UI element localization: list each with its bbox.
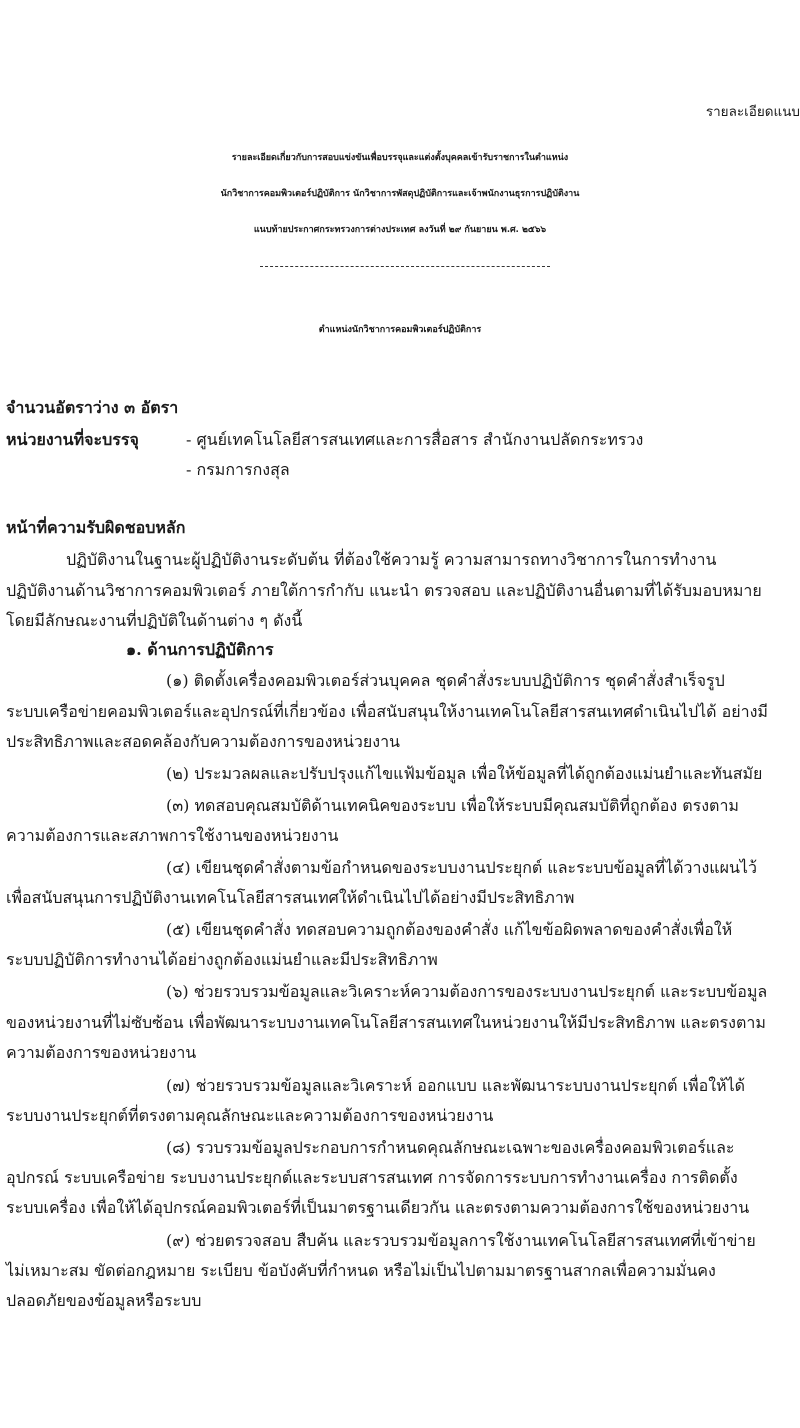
duty-line: อุปกรณ์ ระบบเครือข่าย ระบบงานประยุกต์และระบบสารสนเทศ การจัดการระบบการทำงานเครื่อง การติดตั้ง (6, 1168, 738, 1187)
duty-line: เพื่อสนับสนุนการปฏิบัติงานเทคโนโลยีสารสนเทศให้ดำเนินไปได้อย่างมีประสิทธิภาพ (6, 888, 575, 907)
duty-line: ระบบเครื่อง เพื่อให้ได้อุปกรณ์คอมพิวเตอร์ที่เป็นมาตรฐานเดียวกัน และตรงตามความต้องการใช้ของหน่วยงาน (6, 1198, 750, 1217)
position-title: ตำแหน่งนักวิชาการคอมพิวเตอร์ปฏิบัติการ (318, 325, 482, 335)
duty-line: (๓) ทดสอบคุณสมบัติด้านเทคนิคของระบบ เพื่อให้ระบบมีคุณสมบัติที่ถูกต้อง ตรงตาม (166, 796, 739, 815)
header-line-3: แนบท้ายประกาศกระทรวงการต่างประเทศ ลงวันที่ ๒๙ กันยายน พ.ศ. ๒๕๖๖ (253, 225, 547, 235)
intro-line: ปฏิบัติงานด้านวิชาการคอมพิวเตอร์ ภายใต้การกำกับ แนะนำ ตรวจสอบ และปฏิบัติงานอื่นตามที่ได้รับมอบหมาย (6, 581, 762, 600)
attachment-label: รายละเอียดแนบ (705, 104, 800, 120)
units-label: หน่วยงานที่จะบรรจุ (6, 430, 139, 449)
duty-line: (๖) ช่วยรวบรวมข้อมูลและวิเคราะห์ความต้องการของระบบงานประยุกต์ และระบบข้อมูล (166, 982, 768, 1001)
duty-line: ความต้องการของหน่วยงาน (6, 1043, 197, 1062)
header-line-2: นักวิชาการคอมพิวเตอร์ปฏิบัติการ นักวิชาการพัสดุปฏิบัติการและเจ้าพนักงานธุรการปฏิบัติงาน (220, 189, 580, 199)
duty-line: ระบบเครือข่ายคอมพิวเตอร์และอุปกรณ์ที่เกี่ยวข้อง เพื่อสนับสนุนให้งานเทคโนโลยีสารสนเทศดำเนินไปได้ อย่างมี (6, 702, 768, 721)
intro-line: โดยมีลักษณะงานที่ปฏิบัติในด้านต่าง ๆ ดังนี้ (6, 611, 303, 630)
header-line-1: รายละเอียดเกี่ยวกับการสอบแข่งขันเพื่อบรรจุและแต่งตั้งบุคคลเข้ารับราชการในตำแหน่ง (231, 153, 569, 163)
intro-line: ปฏิบัติงานในฐานะผู้ปฏิบัติงานระดับต้น ที่ต้องใช้ความรู้ ความสามารถทางวิชาการในการทำงาน (66, 550, 717, 569)
duty-line: ระบบงานประยุกต์ที่ตรงตามคุณลักษณะและความต้องการของหน่วยงาน (6, 1106, 494, 1125)
duty-line: (๔) เขียนชุดคำสั่งตามข้อกำหนดของระบบงานประยุกต์ และระบบข้อมูลที่ได้วางแผนไว้ (166, 858, 757, 877)
duty-line: ความต้องการและสภาพการใช้งานของหน่วยงาน (6, 826, 339, 845)
duty-line: ประสิทธิภาพและสอดคล้องกับความต้องการของหน่วยงาน (6, 732, 400, 751)
duty-line: ปลอดภัยของข้อมูลหรือระบบ (6, 1291, 202, 1310)
duty-line: ระบบปฏิบัติการทำงานได้อย่างถูกต้องแม่นยำและมีประสิทธิภาพ (6, 950, 438, 969)
separator-line (260, 266, 550, 267)
duty-line: ของหน่วยงานที่ไม่ซับซ้อน เพื่อพัฒนาระบบงานเทคโนโลยีสารสนเทศในหน่วยงานให้มีประสิทธิภาพ และตรงตาม (6, 1013, 766, 1032)
unit-item: - ศูนย์เทคโนโลยีสารสนเทศและการสื่อสาร สำนักงานปลัดกระทรวง (186, 430, 644, 449)
duty-line: (๒) ประมวลผลและปรับปรุงแก้ไขแฟ้มข้อมูล เพื่อให้ข้อมูลที่ได้ถูกต้องแม่นยำและทันสมัย (166, 764, 763, 783)
duty-line: (๕) เขียนชุดคำสั่ง ทดสอบความถูกต้องของคำสั่ง แก้ไขข้อผิดพลาดของคำสั่งเพื่อให้ (166, 920, 733, 939)
duty-line: (๗) ช่วยรวบรวมข้อมูลและวิเคราะห์ ออกแบบ และพัฒนาระบบงานประยุกต์ เพื่อให้ได้ (166, 1076, 746, 1095)
unit-item: - กรมการกงสุล (186, 460, 290, 479)
duty-line: (๑) ติดตั้งเครื่องคอมพิวเตอร์ส่วนบุคคล ชุดคำสั่งระบบปฏิบัติการ ชุดคำสั่งสำเร็จรูป (166, 671, 725, 690)
duty-line: (๙) ช่วยตรวจสอบ สืบค้น และรวบรวมข้อมูลการใช้งานเทคโนโลยีสารสนเทศที่เข้าข่าย (166, 1231, 756, 1250)
duty-line: ไม่เหมาะสม ขัดต่อกฎหมาย ระเบียบ ข้อบังคับที่กำหนด หรือไม่เป็นไปตามมาตรฐานสากลเพื่อความมั่นคง (6, 1261, 716, 1280)
duties-heading: หน้าที่ความรับผิดชอบหลัก (6, 518, 186, 537)
section-heading: ๑. ด้านการปฏิบัติการ (126, 640, 274, 659)
duty-line: (๘) รวบรวมข้อมูลประกอบการกำหนดคุณลักษณะเฉพาะของเครื่องคอมพิวเตอร์และ (166, 1138, 735, 1157)
vacancies: จำนวนอัตราว่าง ๓ อัตรา (6, 398, 179, 417)
